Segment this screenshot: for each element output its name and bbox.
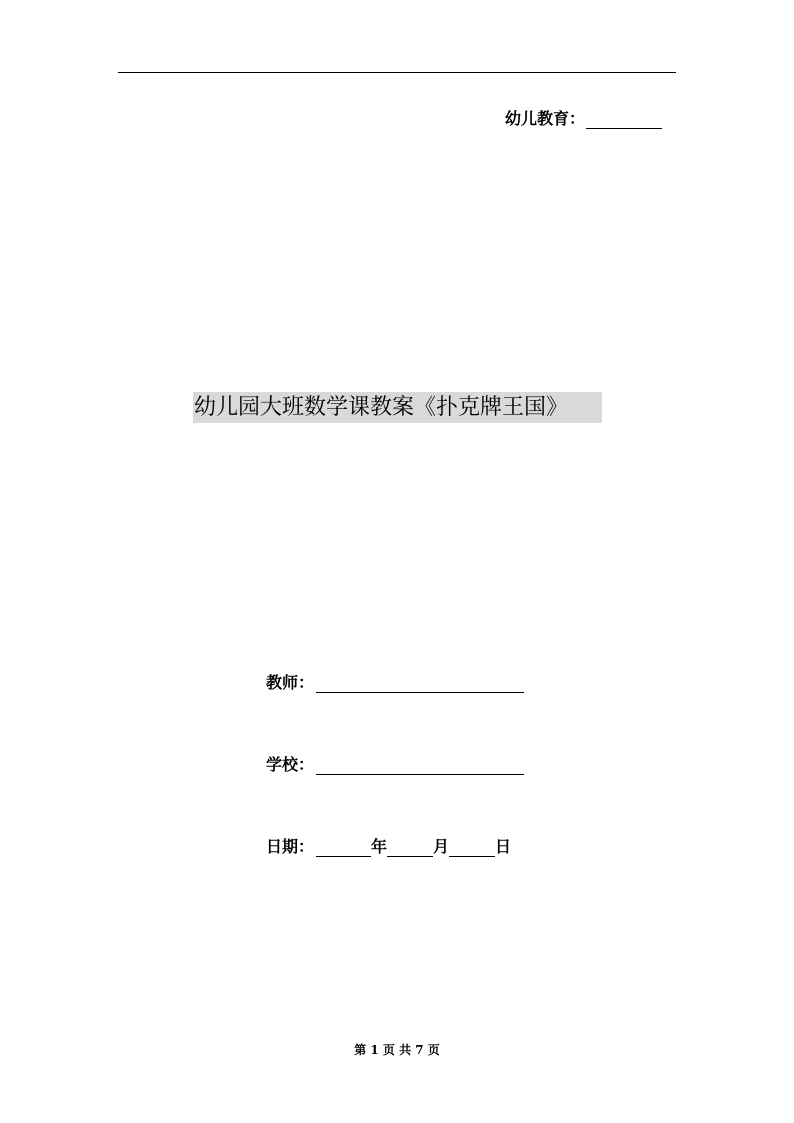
- month-unit: 月: [433, 837, 450, 856]
- month-blank: [387, 839, 433, 857]
- date-field: [266, 833, 511, 857]
- category-blank: [586, 111, 662, 129]
- school-field: [266, 751, 524, 775]
- page-number: 第 1 页 共 7 页: [354, 1043, 440, 1057]
- teacher-field: [266, 669, 524, 693]
- school-label: 学校：: [266, 755, 315, 774]
- category-line: [505, 107, 662, 129]
- header-rule: [118, 72, 676, 73]
- year-blank: [316, 839, 371, 857]
- category-label: 幼儿教育：: [505, 109, 586, 128]
- day-blank: [449, 839, 495, 857]
- document-title: 幼儿园大班数学课教案《扑克牌王国》: [194, 395, 569, 420]
- year-unit: 年: [371, 837, 388, 856]
- day-unit: 日: [495, 837, 512, 856]
- school-blank: [316, 757, 524, 775]
- teacher-blank: [316, 675, 524, 693]
- teacher-label: 教师：: [266, 673, 315, 692]
- date-label: 日期：: [266, 837, 315, 856]
